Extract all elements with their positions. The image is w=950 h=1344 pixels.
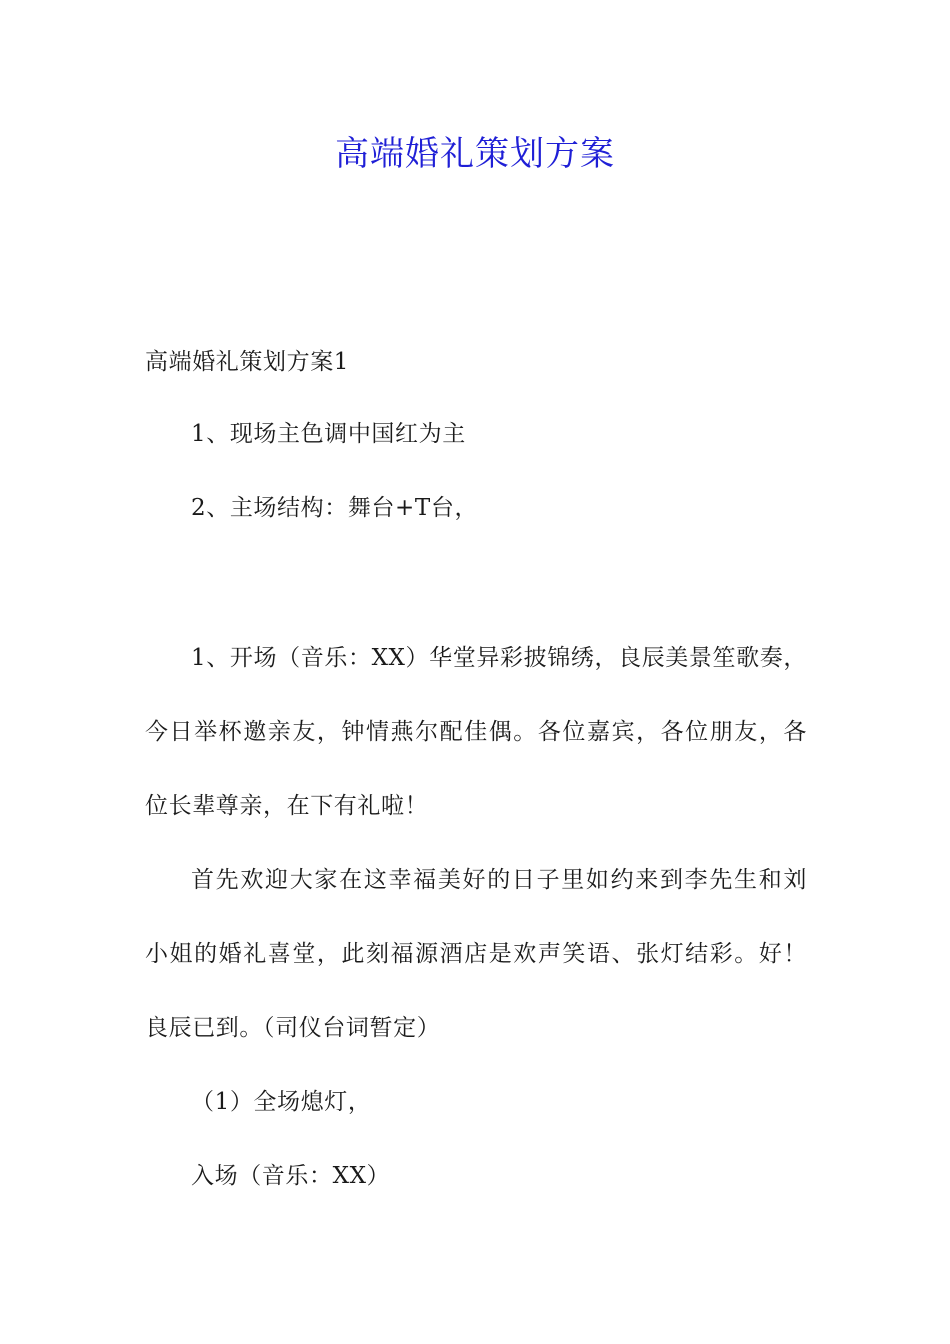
paragraph-line: 小姐的婚礼喜堂，此刻福源酒店是欢声笑语、张灯结彩。好！ [145,941,807,967]
section-heading: 高端婚礼策划方案1 [145,349,350,375]
paragraph-line: 2、主场结构：舞台+T台， [191,495,479,521]
paragraph-line: 今日举杯邀亲友，钟情燕尔配佳偶。各位嘉宾，各位朋友，各 [145,719,807,745]
paragraph-line: 良辰已到。（司仪台词暂定） [145,1015,441,1041]
paragraph-line: 入场（音乐：XX） [191,1163,391,1189]
paragraph-line: （1）全场熄灯， [191,1089,372,1115]
document-title: 高端婚礼策划方案 [335,134,615,174]
paragraph-line: 1、现场主色调中国红为主 [191,421,466,447]
paragraph-line: 首先欢迎大家在这幸福美好的日子里如约来到李先生和刘 [191,867,807,893]
paragraph-line: 1、开场（音乐：XX）华堂异彩披锦绣，良辰美景笙歌奏， [191,645,807,671]
paragraph-line: 位长辈尊亲，在下有礼啦！ [145,793,429,819]
